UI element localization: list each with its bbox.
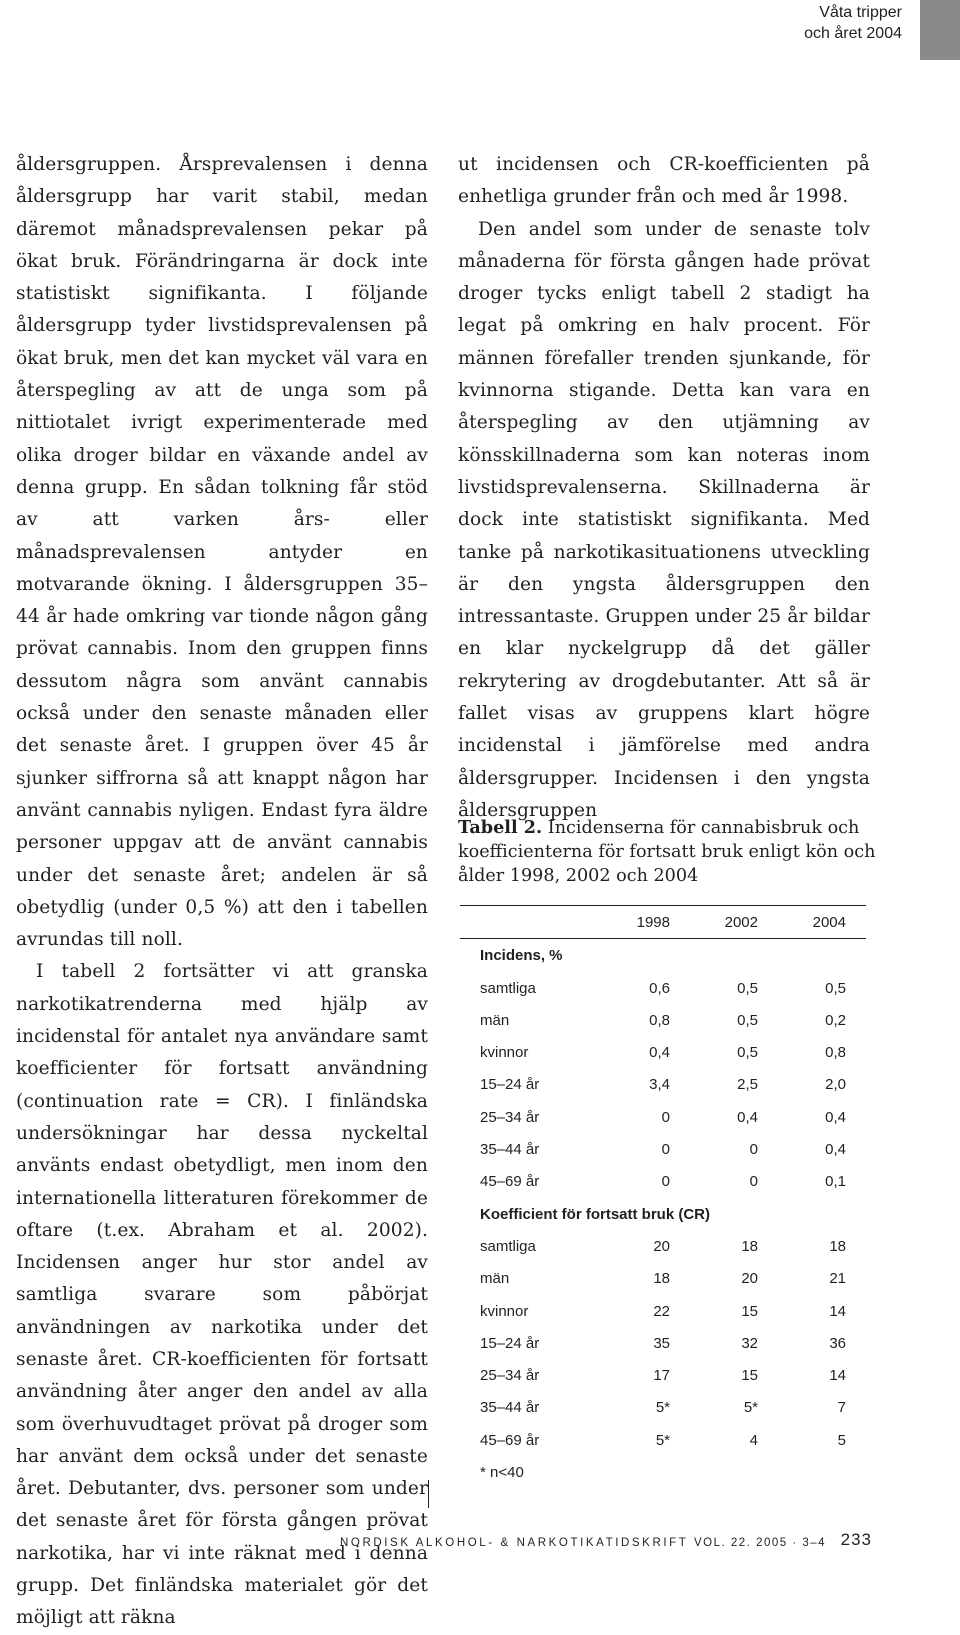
cell-2004: 14 — [829, 1302, 846, 1320]
section-title-row — [460, 939, 866, 971]
header-tab-marker — [920, 0, 960, 60]
table-row — [460, 1004, 866, 1036]
cell-1998: 20 — [653, 1237, 670, 1255]
row-label: 25–34 år — [480, 1108, 540, 1126]
cell-2004: 0,2 — [825, 1011, 846, 1029]
row-label: kvinnor — [480, 1044, 529, 1062]
table-row — [460, 972, 866, 1004]
cell-2002: 0,5 — [737, 1044, 758, 1062]
cell-2004: 7 — [837, 1399, 846, 1417]
section-title-incidence: Incidens, % — [480, 947, 563, 965]
cell-2002: 15 — [741, 1302, 758, 1320]
row-label: 15–24 år — [480, 1334, 540, 1352]
cell-1998: 22 — [653, 1302, 670, 1320]
table-row — [460, 1359, 866, 1391]
column-end-rule — [428, 1480, 429, 1508]
table-row — [460, 1327, 866, 1359]
cell-1998: 3,4 — [649, 1076, 670, 1094]
cell-2002: 5* — [743, 1399, 758, 1417]
running-header-subtitle: och året 2004 — [804, 25, 902, 42]
row-label: samtliga — [480, 979, 536, 997]
cell-2004: 0,8 — [825, 1044, 846, 1062]
cell-2004: 0,4 — [825, 1141, 846, 1159]
cell-2002: 0,5 — [737, 979, 758, 997]
cell-2002: 18 — [741, 1237, 758, 1255]
table-header-row — [460, 906, 866, 938]
table-row — [460, 1133, 866, 1165]
cell-2004: 2,0 — [825, 1076, 846, 1094]
cell-2004: 36 — [829, 1334, 846, 1352]
running-header — [804, 2, 902, 44]
row-label: män — [480, 1270, 510, 1288]
incidence-table — [460, 905, 866, 1488]
row-label: 45–69 år — [480, 1173, 540, 1191]
cell-2002: 0,4 — [737, 1108, 758, 1126]
cell-2002: 0 — [749, 1141, 758, 1159]
row-label: män — [480, 1011, 510, 1029]
table-row — [460, 1068, 866, 1100]
cell-2002: 20 — [741, 1270, 758, 1288]
cell-2004: 14 — [829, 1367, 846, 1385]
cell-1998: 0 — [661, 1141, 670, 1159]
cell-2004: 0,4 — [825, 1108, 846, 1126]
table-row — [460, 1424, 866, 1456]
cell-1998: 0,4 — [649, 1044, 670, 1062]
table-row — [460, 1391, 866, 1423]
cell-2002: 4 — [749, 1431, 758, 1449]
incidence-rows — [460, 972, 866, 1198]
table-row — [460, 1036, 866, 1068]
table-caption-text: Incidenserna för cannabisbruk och koefficienterna för fortsatt bruk enligt kön och ålder 1998, 2002 och 2004 — [458, 818, 876, 886]
cell-2004: 21 — [829, 1270, 846, 1288]
cell-1998: 18 — [653, 1270, 670, 1288]
table-row — [460, 1165, 866, 1197]
cell-1998: 0 — [661, 1173, 670, 1191]
row-label: 35–44 år — [480, 1399, 540, 1417]
left-paragraph-2: I tabell 2 fortsätter vi att granska narkotikatrenderna med hjälp av incidenstal för antalet nya användare samt koefficienter för fortsatt användning (continuation rate = CR). I finländska undersökningar har dessa nyckeltal använts endast obetydligt, men inom den internationella litteraturen förekommer de oftare (t.ex. Abraham et al. 2002). Incidensen anger hur stor andel av samtliga svarare som påbörjat användningen av narkotika under det senaste året. CR-koefficienten för fortsatt användning åter anger den andel av alla som överhuvudtaget prövat på droger som har använt dem också under det senaste året. Debutanter, dvs. personer som under det senaste året för första gången prövat narkotika, har vi inte räknat med i denna grupp. Det finländska materialet gör det möjligt att räkna — [16, 961, 428, 1629]
cell-1998: 17 — [653, 1367, 670, 1385]
cell-1998: 5* — [655, 1431, 670, 1449]
journal-volume: VOL. 22. 2005 · 3–4 — [693, 1537, 827, 1549]
row-label: 45–69 år — [480, 1431, 540, 1449]
cell-1998: 0,8 — [649, 1011, 670, 1029]
page-number: 233 — [840, 1530, 872, 1549]
table-row — [460, 1295, 866, 1327]
row-label: samtliga — [480, 1237, 536, 1255]
table-caption-label: Tabell 2. — [458, 817, 543, 838]
journal-footer — [340, 1537, 878, 1549]
right-paragraph-1: ut incidensen och CR-koefficienten på enhetliga grunder från och med år 1998. — [458, 154, 870, 208]
left-column — [16, 149, 428, 1635]
cell-1998: 35 — [653, 1334, 670, 1352]
cell-2002: 2,5 — [737, 1076, 758, 1094]
row-label: kvinnor — [480, 1302, 529, 1320]
table-caption — [458, 816, 878, 888]
cell-2002: 0,5 — [737, 1011, 758, 1029]
table-row — [460, 1101, 866, 1133]
section-title-row — [460, 1198, 866, 1230]
cell-2002: 32 — [741, 1334, 758, 1352]
cell-2004: 0,5 — [825, 979, 846, 997]
cell-1998: 0 — [661, 1108, 670, 1126]
row-label: 15–24 år — [480, 1076, 540, 1094]
cell-1998: 0,6 — [649, 979, 670, 997]
footnote-row — [460, 1456, 866, 1488]
year-header-2004: 2004 — [812, 914, 846, 931]
table-row — [460, 1262, 866, 1294]
cr-rows — [460, 1230, 866, 1456]
cell-2002: 15 — [741, 1367, 758, 1385]
cell-2002: 0 — [749, 1173, 758, 1191]
running-header-title: Våta tripper — [819, 4, 902, 21]
right-column — [458, 149, 870, 827]
journal-name: NORDISK ALKOHOL- & NARKOTIKATIDSKRIFT — [340, 1537, 689, 1549]
year-header-2002: 2002 — [724, 914, 758, 931]
year-header-1998: 1998 — [636, 914, 670, 931]
right-paragraph-2: Den andel som under de senaste tolv månaderna för första gången hade prövat droger tycks enligt tabell 2 stadigt ha legat på omkring en halv procent. För männen förefaller trenden sjunkande, för kvinnorna stigande. Detta kan vara en återspegling av den utjämning av könsskillnaderna som kan noteras inom livstidsprevalenserna. Skillnaderna är dock inte statistiskt signifikanta. Med tanke på narkotikasituationens utveckling är den yngsta åldersgruppen den intressantaste. Gruppen under 25 år bildar en klar nyckelgrupp då det gäller rekrytering av drogdebutanter. Att så är fallet visas av gruppens klart högre incidenstal i jämförelse med andra åldersgrupper. Incidensen i den yngsta åldersgruppen — [458, 218, 870, 821]
row-label: 25–34 år — [480, 1367, 540, 1385]
cell-2004: 18 — [829, 1237, 846, 1255]
row-label: 35–44 år — [480, 1141, 540, 1159]
cell-1998: 5* — [655, 1399, 670, 1417]
cell-2004: 0,1 — [825, 1173, 846, 1191]
table-row — [460, 1230, 866, 1262]
left-paragraph-1: åldersgruppen. Årsprevalensen i denna åldersgrupp har varit stabil, medan däremot månadsprevalensen pekar på ökat bruk. Förändringarna är dock inte statistiskt signifikanta. I följande åldersgrupp tyder livstidsprevalensen på ökat bruk, men det kan mycket väl vara en återspegling av att de unga som på nittiotalet ivrigt experimenterade med olika droger bildar en växande andel av denna grupp. En sådan tolkning får stöd av att varken års- eller månadsprevalensen antyder en motvarande ökning. I åldersgruppen 35–44 år hade omkring var tionde någon gång prövat cannabis. Inom den gruppen finns dessutom några som använt cannabis också under den senaste månaden eller det senaste året. I gruppen över 45 år sjunker siffrorna så att knappt någon har använt cannabis nyligen. Endast fyra äldre personer uppgav att de använt cannabis under det senaste året; andelen är så obetydlig (under 0,5 %) att den i tabellen avrundas till noll. — [16, 154, 428, 951]
section-title-cr: Koefficient för fortsatt bruk (CR) — [480, 1205, 710, 1223]
table-footnote: * n<40 — [480, 1464, 524, 1482]
cell-2004: 5 — [837, 1431, 846, 1449]
